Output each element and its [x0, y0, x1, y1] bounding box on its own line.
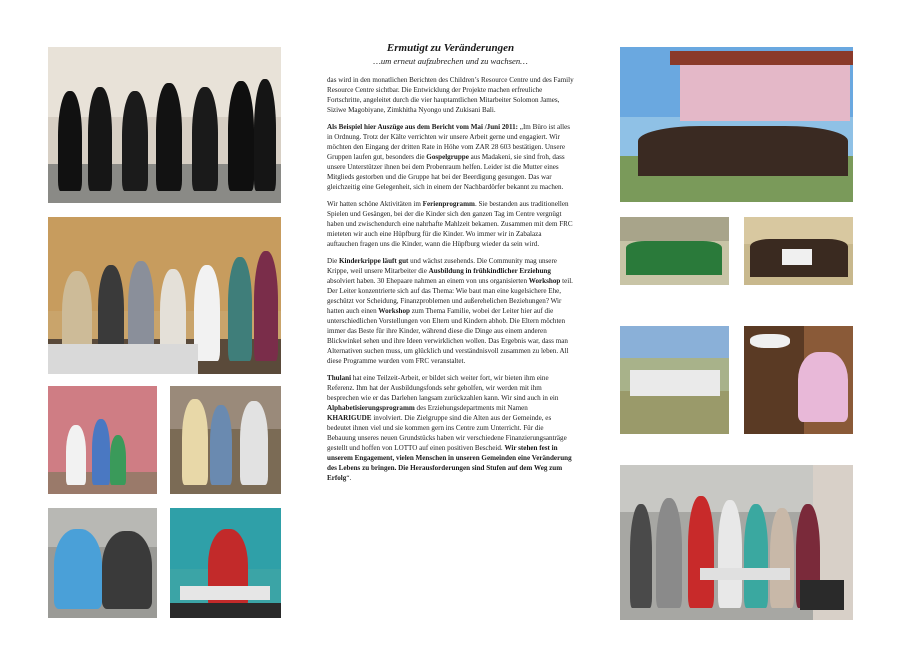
photo-community-group-house: [620, 47, 853, 202]
article-subtitle: …um erneut aufzubrechen und zu wachsen…: [373, 56, 528, 66]
photo-group-with-keyboard: [48, 217, 281, 374]
photo-children-fence: [170, 386, 281, 494]
paragraph-thulani-literacy: Thulani hat eine Teilzeit-Arbeit, er bildet sich weiter fort, wir bieten ihm eine Referenz. Ihm hat der Ausbildungsfonds sehr geholfen, wir werden mit ihm besprechen wie er das Darlehen langsam zurückzahlen kann. Wir sind auch in ein Alphabetisierungsprogramm des Erziehungsdepartments mit Namen KHARIGUDE involviert. Die Zielgruppe sind die Alten aus der Gemeinde, es bedeutet ihnen viel und sie kommen gern ins Centre zum Unterricht. Für die Bebauung unseres neuen Grundstücks haben wir verschiedene Finanzierungsanträge gestellt und hoffen von LOTTO auf einen positiven Bescheid. Wir stehen fest in unserem Engagement, vielen Menschen in unseren Gemeinden eine Veränderung des Lebens zu bringen. Die Herausforderungen sind Stufen auf dem Weg zum Erfolg“.: [327, 374, 572, 482]
article-title: Ermutigt zu Veränderungen: [386, 42, 515, 54]
paragraph-report: Als Beispiel hier Auszüge aus dem Bericht vom Mai /Juni 2011: „Im Büro ist alles in Ordnung. Trotz der Kälte verrichten wir unsere Arbeit gerne und engagiert. Wir möchten den Eingang der dritten Rate in Höhe vom ZAR 28 603 bestätigen. Unsere Gruppen laufen gut, besonders die Gospelgruppe aus Madakeni, sie sind froh, dass unsere Unterstützer ihnen bei dem Probenraum helfen. Leider ist die Mutter eines Mitglieds gestorben und die Gruppe hat bei der Beerdigung gesungen. Das war gleichzeitig eine Gelegenheit, sich in einem der Nachbardörfer bekannt zu machen.: [327, 123, 571, 191]
article-text-column: [327, 42, 574, 490]
photo-children-uniforms: [620, 217, 729, 285]
photo-outdoor-class: [620, 326, 729, 434]
photo-man-with-child: [744, 326, 853, 434]
photo-children-pink-wall: [48, 386, 157, 494]
photo-keyboard-player: [170, 508, 281, 618]
photo-two-men: [48, 508, 157, 618]
paragraph-intro: das wird in den monatlichen Berichten des Children’s Resource Centre und des Family Resource Centre sichtbar. Die Entwicklung der Projekte machen erfreuliche Fortschritte, angeleitet durch die vier hauptamtlichen Mitarbeiter Solomon James, Siziwe Magobiyane, Zimkhitha Nyongo und Zukisani Bali.: [327, 76, 574, 114]
paragraph-creche-workshops: Die Kinderkrippe läuft gut und wächst zusehends. Die Community mag unsere Krippe, weil unsere Mitarbeiter die Ausbildung in frühkindlicher Erziehung absolviert haben. 30 Ehepaare nahmen an einem von uns organisierten Workshop teil. Der Leiter konzentrierte sich auf das Thema: Wie baut man eine kugelsichere Ehe, geschützt vor Scheidung, Finanzproblemen und außerehelichen Beziehungen? Wir hatten auch einen Workshop zum Thema Familie, wobei der Leiter hier auf die unterschiedlichen Vorstellungen von Eltern und Kindern abhob. Die Eltern möchten immer das Beste für ihre Kinder, während diese die Dinge aus einem anderen Blickwinkel sehen und ihre Ideen verwirklichen wollen. Das Ergebnis war, dass man Alternativen suchen muss, um glücklich und verständnisvoll zusammen zu leben. All diese Programme wurden vom FRC veranstaltet.: [327, 257, 573, 365]
photo-group-with-keyboards: [620, 465, 853, 620]
photo-gospel-group-singing: [48, 47, 281, 203]
paragraph-holiday-program: Wir hatten schöne Aktivitäten im Ferienprogramm. Sie bestanden aus traditionellen Spielen und Gesängen, bei der die Kinder sich den ganzen Tag im Centre vergnügt haben und zwischendurch eine nahrhafte Mahlzeit bekamen. Zusammen mit dem FRC mieteten wir auch eine Hüpfburg für die Kinder. Wo immer wir in Zabalaza auftauchen fragen uns die Kinder, wann die Hüpfburg wieder da sein wird.: [327, 200, 573, 248]
photo-women-gathering: [744, 217, 853, 285]
